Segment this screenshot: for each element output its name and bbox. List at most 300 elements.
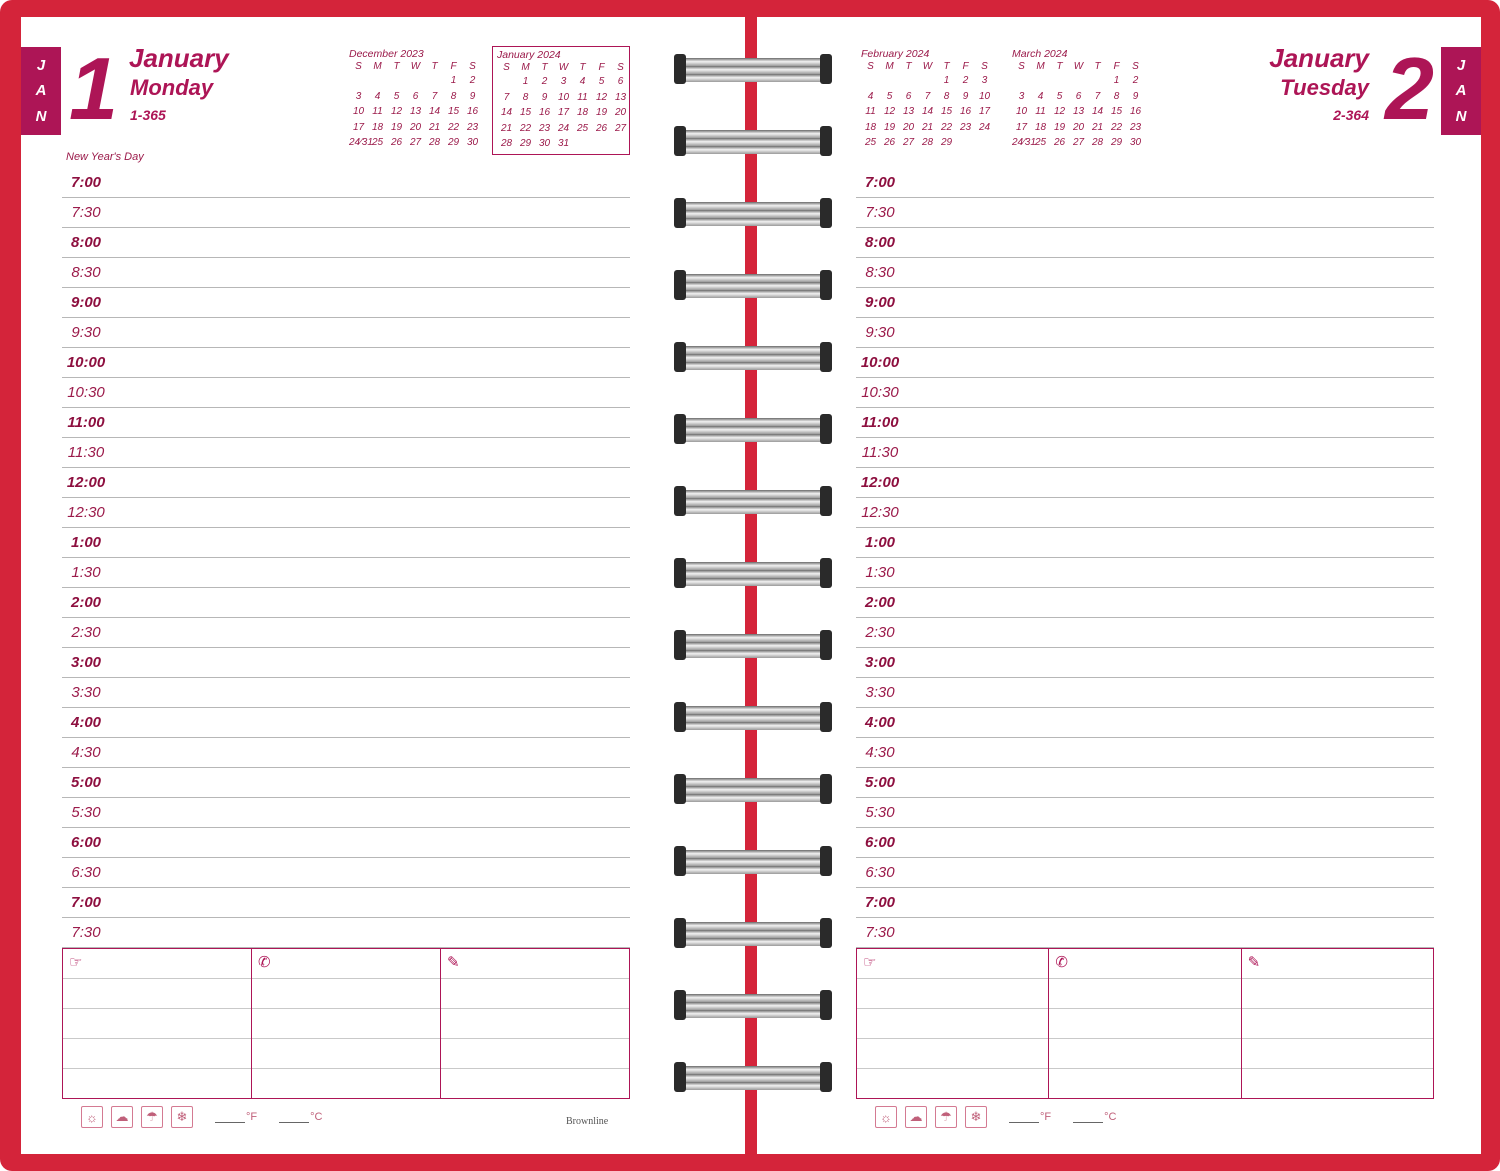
- time-label: 2:30: [71, 624, 101, 641]
- calendar-day: [1050, 73, 1069, 89]
- time-slot-row[interactable]: [856, 768, 1434, 798]
- weather-row: [875, 1106, 1116, 1128]
- calendar-day: [880, 73, 899, 89]
- time-label: 7:30: [71, 924, 101, 941]
- weekday-letter: T: [393, 61, 400, 72]
- time-slot-row[interactable]: [856, 918, 1434, 948]
- calendar-day[interactable]: 29: [447, 137, 460, 148]
- time-label: 2:00: [70, 594, 102, 611]
- calendar-day[interactable]: 9: [962, 90, 969, 102]
- weekday-letter: F: [450, 61, 457, 72]
- notes-column[interactable]: [441, 949, 629, 1098]
- time-label: 4:00: [70, 714, 102, 731]
- calendar-day[interactable]: 24: [557, 122, 570, 134]
- time-slot-row[interactable]: [856, 888, 1434, 918]
- time-label: 4:30: [71, 744, 101, 761]
- time-slot-row[interactable]: [62, 558, 630, 588]
- calendar-day[interactable]: 14: [1091, 106, 1104, 117]
- time-label: 7:30: [865, 204, 895, 221]
- notes-column[interactable]: [63, 949, 252, 1098]
- calendar-day[interactable]: 23: [1129, 121, 1142, 133]
- time-label: 5:00: [864, 774, 896, 791]
- pencil-icon: ✎: [447, 954, 460, 971]
- calendar-day[interactable]: 20: [1072, 121, 1085, 133]
- calendar-day: [918, 73, 937, 89]
- weekday-letter: S: [867, 61, 874, 72]
- calendar-day[interactable]: 22: [519, 122, 532, 134]
- spiral-ring: [674, 196, 832, 230]
- spiral-ring: [674, 1060, 832, 1094]
- calendar-day[interactable]: 6: [617, 76, 624, 87]
- time-slot-row[interactable]: [62, 588, 630, 618]
- time-slot-row[interactable]: [62, 798, 630, 828]
- calendar-day[interactable]: 13: [902, 106, 915, 117]
- weekday-letter: S: [355, 61, 362, 72]
- calendar-day[interactable]: 14: [500, 107, 513, 118]
- calendar-day[interactable]: 10: [352, 106, 365, 117]
- mini-calendar-grid: [349, 61, 482, 151]
- weekday-letter: M: [373, 61, 382, 72]
- spiral-ring: [674, 556, 832, 590]
- month-tab[interactable]: [1441, 47, 1481, 135]
- weekday-letter: W: [922, 61, 933, 72]
- time-label: 8:30: [71, 264, 101, 281]
- calendar-day[interactable]: 26: [390, 137, 403, 148]
- calendar-day[interactable]: 16: [1129, 106, 1142, 117]
- cloud-icon[interactable]: ☁: [111, 1106, 133, 1128]
- date-number: 2: [1385, 39, 1434, 138]
- time-label: 7:30: [865, 924, 895, 941]
- spiral-ring: [674, 916, 832, 950]
- calendar-day[interactable]: 11: [1035, 106, 1046, 117]
- pencil-icon: ✎: [1247, 954, 1261, 971]
- time-label: 8:30: [865, 264, 895, 281]
- calendar-day[interactable]: 4: [579, 76, 586, 87]
- calendar-day[interactable]: 1: [522, 76, 529, 87]
- time-label: 7:00: [70, 894, 102, 911]
- calendar-day[interactable]: 16: [466, 106, 479, 117]
- weekday-letter: T: [541, 62, 548, 73]
- calendar-day[interactable]: 20: [614, 107, 627, 118]
- time-slot-row[interactable]: [62, 528, 630, 558]
- calendar-day[interactable]: 3: [560, 76, 567, 87]
- time-label: 10:00: [66, 354, 106, 371]
- calendar-day[interactable]: 13: [614, 91, 627, 103]
- calendar-day[interactable]: 12: [595, 91, 608, 103]
- date-number: 1: [69, 39, 118, 138]
- time-slot-row[interactable]: [62, 378, 630, 408]
- time-slot-row[interactable]: [62, 678, 630, 708]
- time-slot-row[interactable]: [856, 258, 1434, 288]
- calendar-day[interactable]: 11: [865, 106, 876, 117]
- time-slot-row[interactable]: [62, 408, 630, 438]
- mini-calendar-title: December 2023: [349, 48, 424, 60]
- calendar-day[interactable]: 25: [371, 137, 384, 148]
- calendar-day[interactable]: 10: [978, 90, 991, 102]
- calendar-day[interactable]: 29: [940, 137, 953, 148]
- calendar-day[interactable]: 15: [1110, 106, 1123, 117]
- weekday-letter: M: [1036, 61, 1045, 72]
- calendar-day[interactable]: 6: [905, 90, 912, 102]
- time-slot-row[interactable]: [62, 438, 630, 468]
- time-label: 9:30: [865, 324, 895, 341]
- tab-letter: N: [1455, 107, 1467, 125]
- time-label: 4:00: [864, 714, 896, 731]
- calendar-day[interactable]: 1: [943, 75, 950, 86]
- time-label: 12:30: [861, 504, 899, 521]
- time-slot-row[interactable]: [856, 408, 1434, 438]
- time-slot-row[interactable]: [856, 528, 1434, 558]
- time-slot-row[interactable]: [62, 648, 630, 678]
- calendar-day[interactable]: 19: [1053, 121, 1066, 133]
- time-slot-row[interactable]: [62, 468, 630, 498]
- time-label: 1:00: [864, 534, 896, 551]
- time-label: 11:00: [861, 414, 899, 431]
- weekday-letter: T: [905, 61, 912, 72]
- weekday-letter: M: [885, 61, 894, 72]
- calendar-day[interactable]: 28: [1091, 137, 1104, 148]
- calendar-day[interactable]: 15: [519, 107, 532, 118]
- calendar-day[interactable]: 22: [940, 121, 953, 133]
- calendar-day[interactable]: 3: [355, 90, 362, 102]
- time-slot-row[interactable]: [62, 288, 630, 318]
- month-tab[interactable]: [21, 47, 61, 135]
- time-slot-row[interactable]: [856, 708, 1434, 738]
- calendar-day[interactable]: 22: [447, 121, 460, 133]
- calendar-day[interactable]: 30: [538, 138, 551, 149]
- time-slot-list: [62, 168, 630, 948]
- time-slot-row[interactable]: [856, 558, 1434, 588]
- time-slot-row[interactable]: [62, 738, 630, 768]
- mini-calendar-title: January 2024: [497, 49, 561, 61]
- time-slot-row[interactable]: [856, 468, 1434, 498]
- weekday-letter: S: [1018, 61, 1025, 72]
- time-label: 9:30: [71, 324, 101, 341]
- time-slot-row[interactable]: [856, 588, 1434, 618]
- time-slot-row[interactable]: [856, 738, 1434, 768]
- calendar-day[interactable]: 5: [1056, 90, 1063, 102]
- calendar-day[interactable]: 12: [883, 106, 896, 117]
- calendar-day[interactable]: 4: [867, 90, 874, 102]
- weekday-letter: T: [1056, 61, 1063, 72]
- calendar-day[interactable]: 12: [1053, 106, 1066, 117]
- time-slot-row[interactable]: [856, 648, 1434, 678]
- time-label: 5:30: [71, 804, 101, 821]
- calendar-day[interactable]: 13: [1072, 106, 1085, 117]
- time-slot-row[interactable]: [62, 198, 630, 228]
- calendar-day[interactable]: 18: [371, 121, 384, 133]
- notes-column[interactable]: [1049, 949, 1241, 1098]
- calendar-day[interactable]: 2: [541, 76, 548, 87]
- calendar-day[interactable]: 6: [412, 90, 419, 102]
- calendar-day[interactable]: 10: [1015, 106, 1028, 117]
- temperature-field[interactable]: [1073, 1111, 1116, 1123]
- calendar-day[interactable]: 9: [541, 91, 548, 103]
- time-slot-row[interactable]: [62, 258, 630, 288]
- calendar-day[interactable]: 5: [393, 90, 400, 102]
- calendar-day[interactable]: 30: [1129, 137, 1142, 148]
- calendar-day[interactable]: 12: [390, 106, 403, 117]
- calendar-day[interactable]: 21: [1091, 121, 1104, 133]
- time-label: 3:00: [864, 654, 896, 671]
- snow-icon[interactable]: ❄: [965, 1106, 987, 1128]
- time-label: 2:30: [865, 624, 895, 641]
- telephone-icon: ✆: [258, 954, 271, 971]
- calendar-day[interactable]: 18: [1034, 121, 1047, 133]
- notes-grid: [856, 948, 1434, 1099]
- calendar-day[interactable]: 31: [557, 138, 570, 149]
- calendar-day[interactable]: 24⁄31: [349, 137, 373, 148]
- time-slot-row[interactable]: [856, 168, 1434, 198]
- calendar-day[interactable]: 28: [500, 138, 513, 149]
- time-label: 3:00: [70, 654, 102, 671]
- calendar-day[interactable]: 18: [576, 107, 589, 118]
- time-slot-row[interactable]: [62, 618, 630, 648]
- time-label: 7:30: [71, 204, 101, 221]
- time-slot-row[interactable]: [856, 378, 1434, 408]
- temperature-field[interactable]: [279, 1111, 322, 1123]
- calendar-day[interactable]: 17: [352, 121, 365, 133]
- time-slot-row[interactable]: [62, 888, 630, 918]
- calendar-day[interactable]: 4: [374, 90, 381, 102]
- time-slot-row[interactable]: [856, 318, 1434, 348]
- time-label: 11:00: [67, 414, 105, 431]
- calendar-day[interactable]: 4: [1037, 90, 1044, 102]
- brand-logo: Brownline: [566, 1116, 609, 1127]
- time-label: 6:30: [71, 864, 101, 881]
- time-slot-row[interactable]: [856, 348, 1434, 378]
- calendar-day[interactable]: 20: [902, 121, 915, 133]
- calendar-day[interactable]: 19: [390, 121, 403, 133]
- calendar-day[interactable]: 8: [522, 91, 529, 103]
- weather-row: [81, 1106, 322, 1128]
- calendar-day[interactable]: 13: [409, 106, 422, 117]
- calendar-day[interactable]: 29: [1110, 137, 1123, 148]
- calendar-day[interactable]: 14: [428, 106, 441, 117]
- weekday-letter: F: [598, 62, 605, 73]
- calendar-day[interactable]: 2: [1132, 75, 1139, 86]
- mini-calendar-grid: [861, 61, 994, 151]
- calendar-day[interactable]: 2: [469, 75, 476, 86]
- calendar-day[interactable]: 2: [962, 75, 969, 86]
- cloud-icon[interactable]: ☁: [905, 1106, 927, 1128]
- calendar-day[interactable]: 7: [503, 91, 510, 103]
- time-label: 9:00: [864, 294, 896, 311]
- calendar-day[interactable]: 23: [959, 121, 972, 133]
- calendar-day[interactable]: 19: [595, 107, 608, 118]
- weekday-letter: F: [1113, 61, 1120, 72]
- time-slot-row[interactable]: [62, 318, 630, 348]
- time-slot-row[interactable]: [62, 168, 630, 198]
- calendar-day[interactable]: 28: [921, 137, 934, 148]
- calendar-day: [1012, 73, 1031, 89]
- calendar-day[interactable]: 25: [576, 122, 589, 134]
- time-label: 8:00: [70, 234, 102, 251]
- mini-calendar-february-2024: [861, 48, 994, 151]
- calendar-day[interactable]: 27: [1072, 137, 1085, 148]
- weekday-letter: F: [962, 61, 969, 72]
- time-label: 11:30: [67, 444, 105, 461]
- calendar-day[interactable]: 15: [447, 106, 460, 117]
- rain-icon[interactable]: ☂: [141, 1106, 163, 1128]
- time-slot-row[interactable]: [856, 288, 1434, 318]
- calendar-day[interactable]: 24: [978, 121, 991, 133]
- calendar-day: [349, 73, 368, 89]
- time-label: 3:30: [71, 684, 101, 701]
- time-slot-row[interactable]: [856, 198, 1434, 228]
- calendar-day[interactable]: 20: [409, 121, 422, 133]
- time-label: 12:30: [67, 504, 105, 521]
- calendar-day[interactable]: 9: [469, 90, 476, 102]
- calendar-day[interactable]: 11: [577, 91, 588, 103]
- calendar-day[interactable]: 24⁄31: [1012, 137, 1036, 148]
- weekday-letter: S: [981, 61, 988, 72]
- calendar-day[interactable]: 10: [557, 91, 570, 103]
- time-label: 2:00: [864, 594, 896, 611]
- calendar-day[interactable]: 7: [1094, 90, 1101, 102]
- time-slot-row[interactable]: [62, 228, 630, 258]
- time-label: 9:00: [70, 294, 102, 311]
- month-name: January: [129, 43, 229, 73]
- calendar-day[interactable]: 17: [557, 107, 570, 118]
- spiral-ring: [674, 412, 832, 446]
- notes-column[interactable]: [1242, 949, 1433, 1098]
- calendar-day[interactable]: 25: [1034, 137, 1047, 148]
- temperature-unit: °C: [1104, 1111, 1117, 1123]
- calendar-day[interactable]: 5: [598, 76, 605, 87]
- time-slot-row[interactable]: [62, 498, 630, 528]
- calendar-day[interactable]: 27: [409, 137, 422, 148]
- time-slot-row[interactable]: [62, 918, 630, 948]
- calendar-day[interactable]: 26: [1053, 137, 1066, 148]
- sun-icon[interactable]: ☼: [81, 1106, 103, 1128]
- time-label: 10:30: [861, 384, 899, 401]
- calendar-day[interactable]: 27: [614, 122, 627, 134]
- calendar-day[interactable]: 21: [921, 121, 934, 133]
- time-label: 12:00: [66, 474, 106, 491]
- spiral-ring: [674, 268, 832, 302]
- calendar-day: [406, 73, 425, 89]
- temperature-unit: °F: [246, 1111, 258, 1123]
- time-slot-row[interactable]: [62, 828, 630, 858]
- calendar-day[interactable]: 23: [466, 121, 479, 133]
- mini-calendar-title: February 2024: [861, 48, 930, 60]
- calendar-day[interactable]: 17: [1015, 121, 1028, 133]
- calendar-day[interactable]: 26: [595, 122, 608, 134]
- calendar-day[interactable]: 25: [864, 137, 877, 148]
- time-slot-row[interactable]: [856, 828, 1434, 858]
- weekday-letter: M: [521, 62, 530, 73]
- time-label: 3:30: [865, 684, 895, 701]
- calendar-day[interactable]: 27: [902, 137, 915, 148]
- calendar-day[interactable]: 21: [500, 122, 513, 134]
- calendar-day[interactable]: 28: [428, 137, 441, 148]
- calendar-day[interactable]: 26: [883, 137, 896, 148]
- calendar-day: [425, 73, 444, 89]
- calendar-day[interactable]: 30: [466, 137, 479, 148]
- calendar-day[interactable]: 9: [1132, 90, 1139, 102]
- calendar-day[interactable]: 5: [886, 90, 893, 102]
- time-slot-row[interactable]: [62, 708, 630, 738]
- time-slot-row[interactable]: [856, 858, 1434, 888]
- calendar-day[interactable]: 17: [978, 106, 991, 117]
- time-slot-row[interactable]: [856, 798, 1434, 828]
- calendar-day[interactable]: 22: [1110, 121, 1123, 133]
- mini-calendar-title: March 2024: [1012, 48, 1068, 60]
- temperature-unit: °F: [1040, 1111, 1052, 1123]
- time-label: 1:00: [70, 534, 102, 551]
- calendar-day[interactable]: 7: [924, 90, 931, 102]
- month-name: January: [1269, 43, 1369, 73]
- time-slot-row[interactable]: [62, 348, 630, 378]
- calendar-day[interactable]: 14: [921, 106, 934, 117]
- calendar-day[interactable]: 6: [1075, 90, 1082, 102]
- rain-icon[interactable]: ☂: [935, 1106, 957, 1128]
- time-slot-row[interactable]: [62, 768, 630, 798]
- time-slot-row[interactable]: [856, 498, 1434, 528]
- pointing-hand-icon: ☞: [863, 954, 877, 971]
- calendar-day[interactable]: 8: [943, 90, 950, 102]
- temperature-field[interactable]: [1009, 1111, 1051, 1123]
- snow-icon[interactable]: ❄: [171, 1106, 193, 1128]
- calendar-day[interactable]: 16: [959, 106, 972, 117]
- weekday-letter: S: [469, 61, 476, 72]
- calendar-day[interactable]: 8: [450, 90, 457, 102]
- time-label: 6:00: [864, 834, 896, 851]
- calendar-day[interactable]: 29: [519, 138, 532, 149]
- calendar-day[interactable]: 3: [1018, 90, 1025, 102]
- time-label: 1:30: [71, 564, 101, 581]
- spiral-ring: [674, 484, 832, 518]
- mini-calendar-december-2023: [349, 48, 482, 151]
- calendar-day[interactable]: 7: [431, 90, 438, 102]
- calendar-day[interactable]: 21: [428, 121, 441, 133]
- spiral-ring: [674, 988, 832, 1022]
- calendar-day[interactable]: 1: [450, 75, 457, 86]
- time-slot-row[interactable]: [62, 858, 630, 888]
- time-slot-row[interactable]: [856, 228, 1434, 258]
- calendar-day[interactable]: 23: [538, 122, 551, 134]
- tab-letter: J: [1456, 57, 1466, 75]
- weekday-letter: T: [943, 61, 950, 72]
- time-slot-row[interactable]: [856, 618, 1434, 648]
- calendar-day[interactable]: 11: [372, 106, 383, 117]
- calendar-day[interactable]: 19: [883, 121, 896, 133]
- time-label: 4:30: [865, 744, 895, 761]
- temperature-field[interactable]: [215, 1111, 257, 1123]
- calendar-day: [1031, 73, 1050, 89]
- time-label: 7:00: [864, 894, 896, 911]
- calendar-day[interactable]: 8: [1113, 90, 1120, 102]
- spiral-ring: [674, 844, 832, 878]
- weekday-name: Monday: [130, 75, 214, 100]
- calendar-day[interactable]: 3: [981, 75, 988, 86]
- time-label: 7:00: [864, 174, 896, 191]
- time-slot-row[interactable]: [856, 678, 1434, 708]
- spiral-ring: [674, 700, 832, 734]
- notes-column[interactable]: [857, 949, 1049, 1098]
- time-slot-row[interactable]: [856, 438, 1434, 468]
- calendar-day[interactable]: 16: [538, 107, 551, 118]
- calendar-day[interactable]: 18: [864, 121, 877, 133]
- notes-column[interactable]: [252, 949, 441, 1098]
- tab-letter: A: [35, 82, 47, 100]
- sun-icon[interactable]: ☼: [875, 1106, 897, 1128]
- calendar-day[interactable]: 15: [940, 106, 953, 117]
- calendar-day: [861, 73, 880, 89]
- calendar-day[interactable]: 1: [1113, 75, 1120, 86]
- time-label: 8:00: [864, 234, 896, 251]
